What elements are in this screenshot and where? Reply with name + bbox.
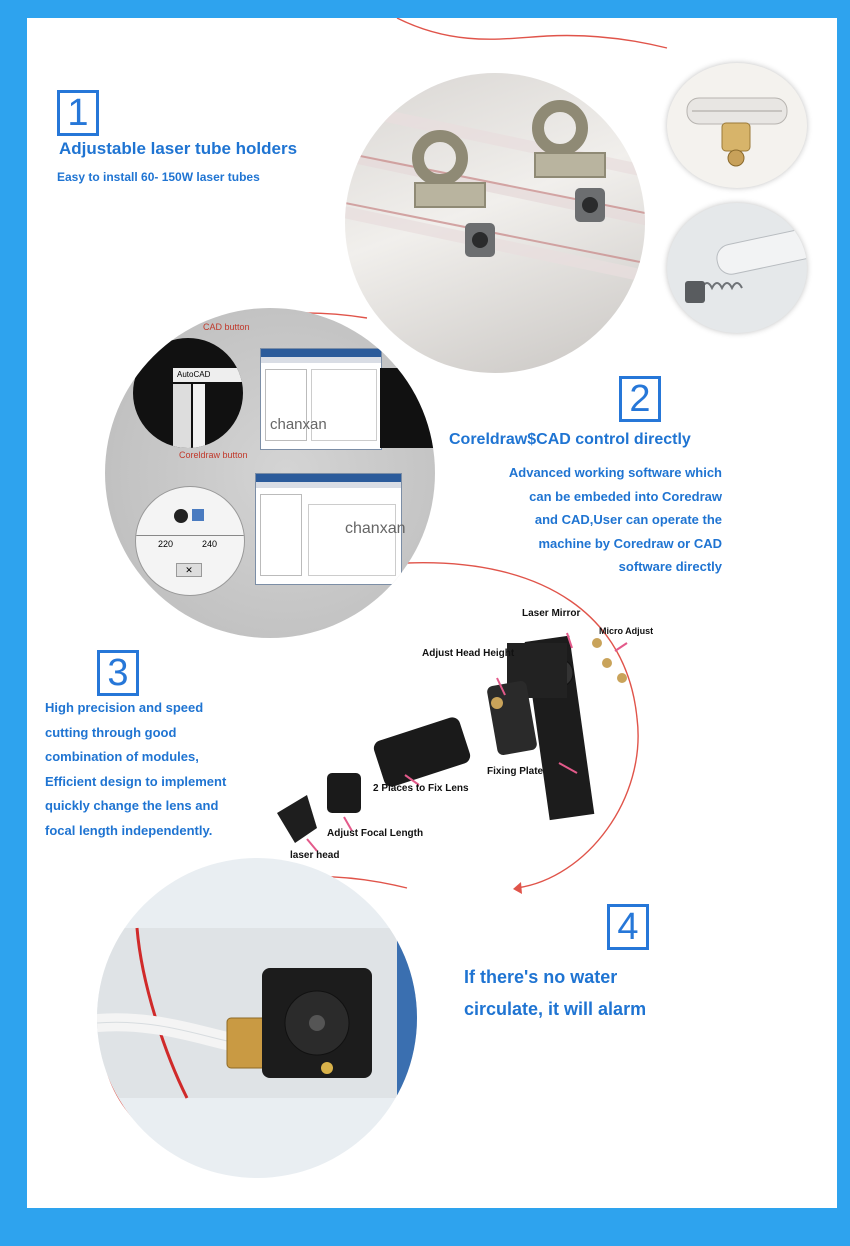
coreldraw-zoom-circle: [135, 486, 245, 596]
autocad-field: AutoCAD: [173, 368, 243, 382]
ruler-tick-220: 220: [158, 539, 174, 549]
section4-line: circulate, it will alarm: [464, 999, 647, 1019]
section3-description: [45, 696, 226, 843]
section3-line: High precision and speed: [45, 700, 204, 715]
section2-line: can be embeded into Coredraw: [529, 488, 722, 504]
section3-line: cutting through good: [45, 724, 177, 740]
label-fixing-plate: Fixing Plate: [487, 766, 544, 777]
label-adjust-head-height: Adjust Head Height: [422, 648, 515, 659]
ruler-tick-240: 240: [202, 539, 218, 549]
section3-line: Efficient design to implement: [45, 773, 227, 789]
corel-small-icon: [192, 509, 204, 521]
close-icon: ✕: [176, 563, 202, 577]
arrow-top: [397, 18, 667, 48]
cad-zoom-circle: [133, 338, 243, 448]
software-window-1: [260, 348, 382, 450]
section4-line: If there's no water: [464, 967, 618, 987]
label-laser-head: laser head: [290, 850, 340, 861]
section3-line: focal length independently.: [45, 822, 213, 838]
section1-title: Adjustable laser tube holders: [59, 139, 298, 158]
section1-number: 1: [57, 90, 99, 136]
section1-subtitle: Easy to install 60- 150W laser tubes: [57, 170, 260, 184]
section2-number: 2: [619, 376, 661, 422]
section2-line: Advanced working software which: [508, 465, 722, 480]
watermark-2: chanxan: [345, 520, 406, 537]
section4-description: [464, 961, 646, 1025]
label-laser-mirror: Laser Mirror: [522, 608, 581, 619]
cad-toolbar: [173, 384, 191, 448]
label-micro-adjust: Micro Adjust: [599, 626, 654, 636]
tube-end-photo: [667, 63, 807, 188]
software-black-panel: [380, 368, 435, 448]
water-alarm-photo: [97, 858, 417, 1178]
label-adjust-focal-length: Adjust Focal Length: [327, 828, 424, 839]
tube-spring-photo: [667, 203, 807, 333]
section2-title: Coreldraw$CAD control directly: [449, 431, 691, 448]
watermark-1: chanxan: [270, 416, 327, 433]
content-panel: [27, 18, 837, 1208]
section3-line: quickly change the lens and: [45, 798, 219, 813]
section2-line: software directly: [618, 559, 722, 574]
arrow-head-3: [513, 882, 522, 894]
section3-number: 3: [97, 650, 139, 696]
coreldraw-button-label: Coreldraw button: [179, 450, 248, 460]
label-two-places-fix-lens: 2 Places to Fix Lens: [373, 783, 469, 794]
corel-button-icon: [174, 509, 188, 523]
section2-line: and CAD,User can operate the: [534, 512, 722, 527]
section2-description: [509, 461, 722, 579]
cad-button-label: CAD button: [203, 322, 250, 332]
software-screenshot-circle: [105, 308, 435, 638]
cad-toolbar-2: [193, 384, 205, 448]
section4-number: 4: [607, 904, 649, 950]
tube-holders-photo: [345, 73, 645, 373]
section2-line: machine by Coredraw or CAD: [538, 535, 722, 551]
section3-line: combination of modules,: [45, 749, 199, 764]
